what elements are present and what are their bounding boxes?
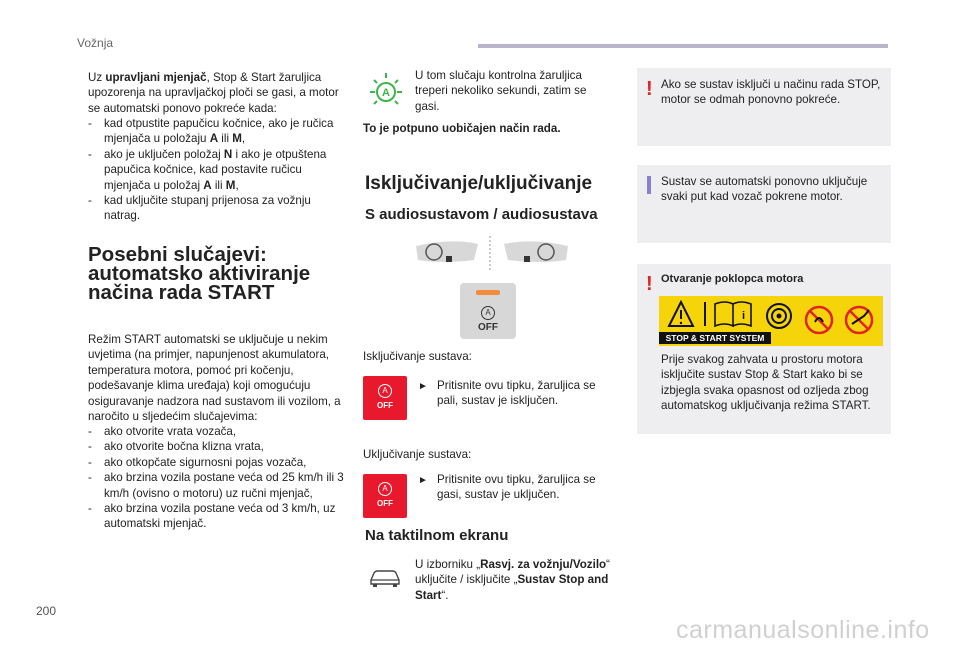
arrow-bullet-icon: ► [418, 475, 428, 486]
special-cases-heading: Posebni slučajevi: automatsko aktiviranje načina rada START [88, 243, 311, 304]
warning-icon: ! [646, 78, 653, 100]
on-off-heading: Isključivanje/uključivanje [365, 173, 593, 194]
restart-conditions-list [88, 116, 344, 224]
button-off-label: OFF [478, 322, 498, 333]
bonnet-warning-title: Otvaranje poklopca motora [661, 273, 804, 285]
deactivate-label: Isključivanje sustava: [363, 350, 472, 363]
svg-text:i: i [742, 310, 746, 322]
activate-text: Pritisnite ovu tipku, žaruljica se gasi, sustav je uključen. [437, 473, 596, 502]
list-item: - kad otpustite papučicu kočnice, ako je ručica mjenjača u položaju A ili M, [88, 116, 344, 147]
audio-subheading: S audiosustavom / audiosustava [365, 206, 598, 223]
info-box-auto-reactivate [637, 165, 891, 243]
warning-box-stop-mode [637, 68, 891, 146]
list-item: - ako brzina vozila postane veća od 3 km/h, uz automatski mjenjač. [88, 501, 344, 532]
svg-text:A: A [382, 87, 390, 99]
header-bar [478, 44, 888, 48]
dashboard-illustration [412, 234, 572, 274]
touchscreen-subheading: Na taktilnom ekranu [365, 527, 509, 544]
warning-box-bonnet [637, 264, 891, 434]
watermark: carmanualsonline.info [676, 616, 930, 644]
off-button-red-icon: A OFF [363, 474, 407, 518]
list-item: - ako brzina vozila postane veća od 25 km/h ili 3 km/h (ovisno o motoru) uz ručni mjenjač, [88, 470, 344, 501]
list-item: - ako je uključen položaj N i ako je otpuštena papučica kočnice, kad postavite ručicu mjenjača u položaj A ili M, [88, 147, 344, 193]
arrow-bullet-icon: ► [418, 381, 428, 392]
list-item: - kad uključite stupanj prijenosa za vožnju natrag. [88, 193, 344, 224]
info-text: Sustav se automatski ponovno uključuje svaki put kad vozač pokrene motor. [661, 175, 868, 204]
special-cases-body: Režim START automatski se uključuje u nekim uvjetima (na primjer, napunjenost akumulatora, temperatura motora, pomoć pri kočenju, podešavanje klima uređaja) koji omogućuju osiguravanje nadzora nad sustavom ili vozilom, a naročito u sljedećim slučajevima: [88, 333, 341, 424]
activate-label: Uključivanje sustava: [363, 448, 472, 461]
button-indicator-light [476, 290, 500, 295]
auto-start-indicator-icon [366, 70, 406, 110]
list-item: - ako otkopčate sigurnosni pojas vozača, [88, 455, 344, 470]
normal-operation-note: To je potpuno uobičajen način rada. [363, 122, 561, 135]
warning-icon: ! [646, 273, 653, 295]
info-icon [647, 176, 651, 194]
stop-start-system-label: STOP & START SYSTEM [659, 332, 771, 344]
stop-start-off-button [460, 283, 516, 339]
car-icon [368, 566, 402, 588]
warning-text: Ako se sustav isključi u načinu rada STOP, motor se odmah ponovno pokreće. [661, 78, 881, 107]
list-item: - ako otvorite vrata vozača, [88, 424, 344, 439]
off-button-red-icon: A OFF [363, 376, 407, 420]
list-item: - ako otvorite bočna klizna vrata, [88, 439, 344, 454]
stop-start-label-sticker [659, 296, 883, 346]
touchscreen-text: U izborniku „Rasvj. za vožnju/Vozilo“ uključite / isključite „Sustav Stop and Start“. [415, 558, 611, 602]
auto-a-icon: A [481, 306, 495, 320]
blink-text: U tom slučaju kontrolna žaruljica treperi nekoliko sekundi, zatim se gasi. [415, 69, 587, 113]
page-number: 200 [36, 604, 57, 618]
intro-paragraph: Uz upravljani mjenjač, Stop & Start žaruljica upozorenja na upravljačkoj ploči se gasi, a motor se automatski ponovo pokreće kada: [88, 71, 339, 115]
deactivate-text: Pritisnite ovu tipku, žaruljica se pali, sustav je isključen. [437, 379, 596, 408]
section-title: Vožnja [77, 36, 114, 50]
bonnet-warning-text: Prije svakog zahvata u prostoru motora isključite sustav Stop & Start kako bi se izbjegla svaka opasnost od ozljeda zbog automatskog uključivanja režima START. [661, 353, 871, 413]
special-cases-list [88, 424, 344, 532]
